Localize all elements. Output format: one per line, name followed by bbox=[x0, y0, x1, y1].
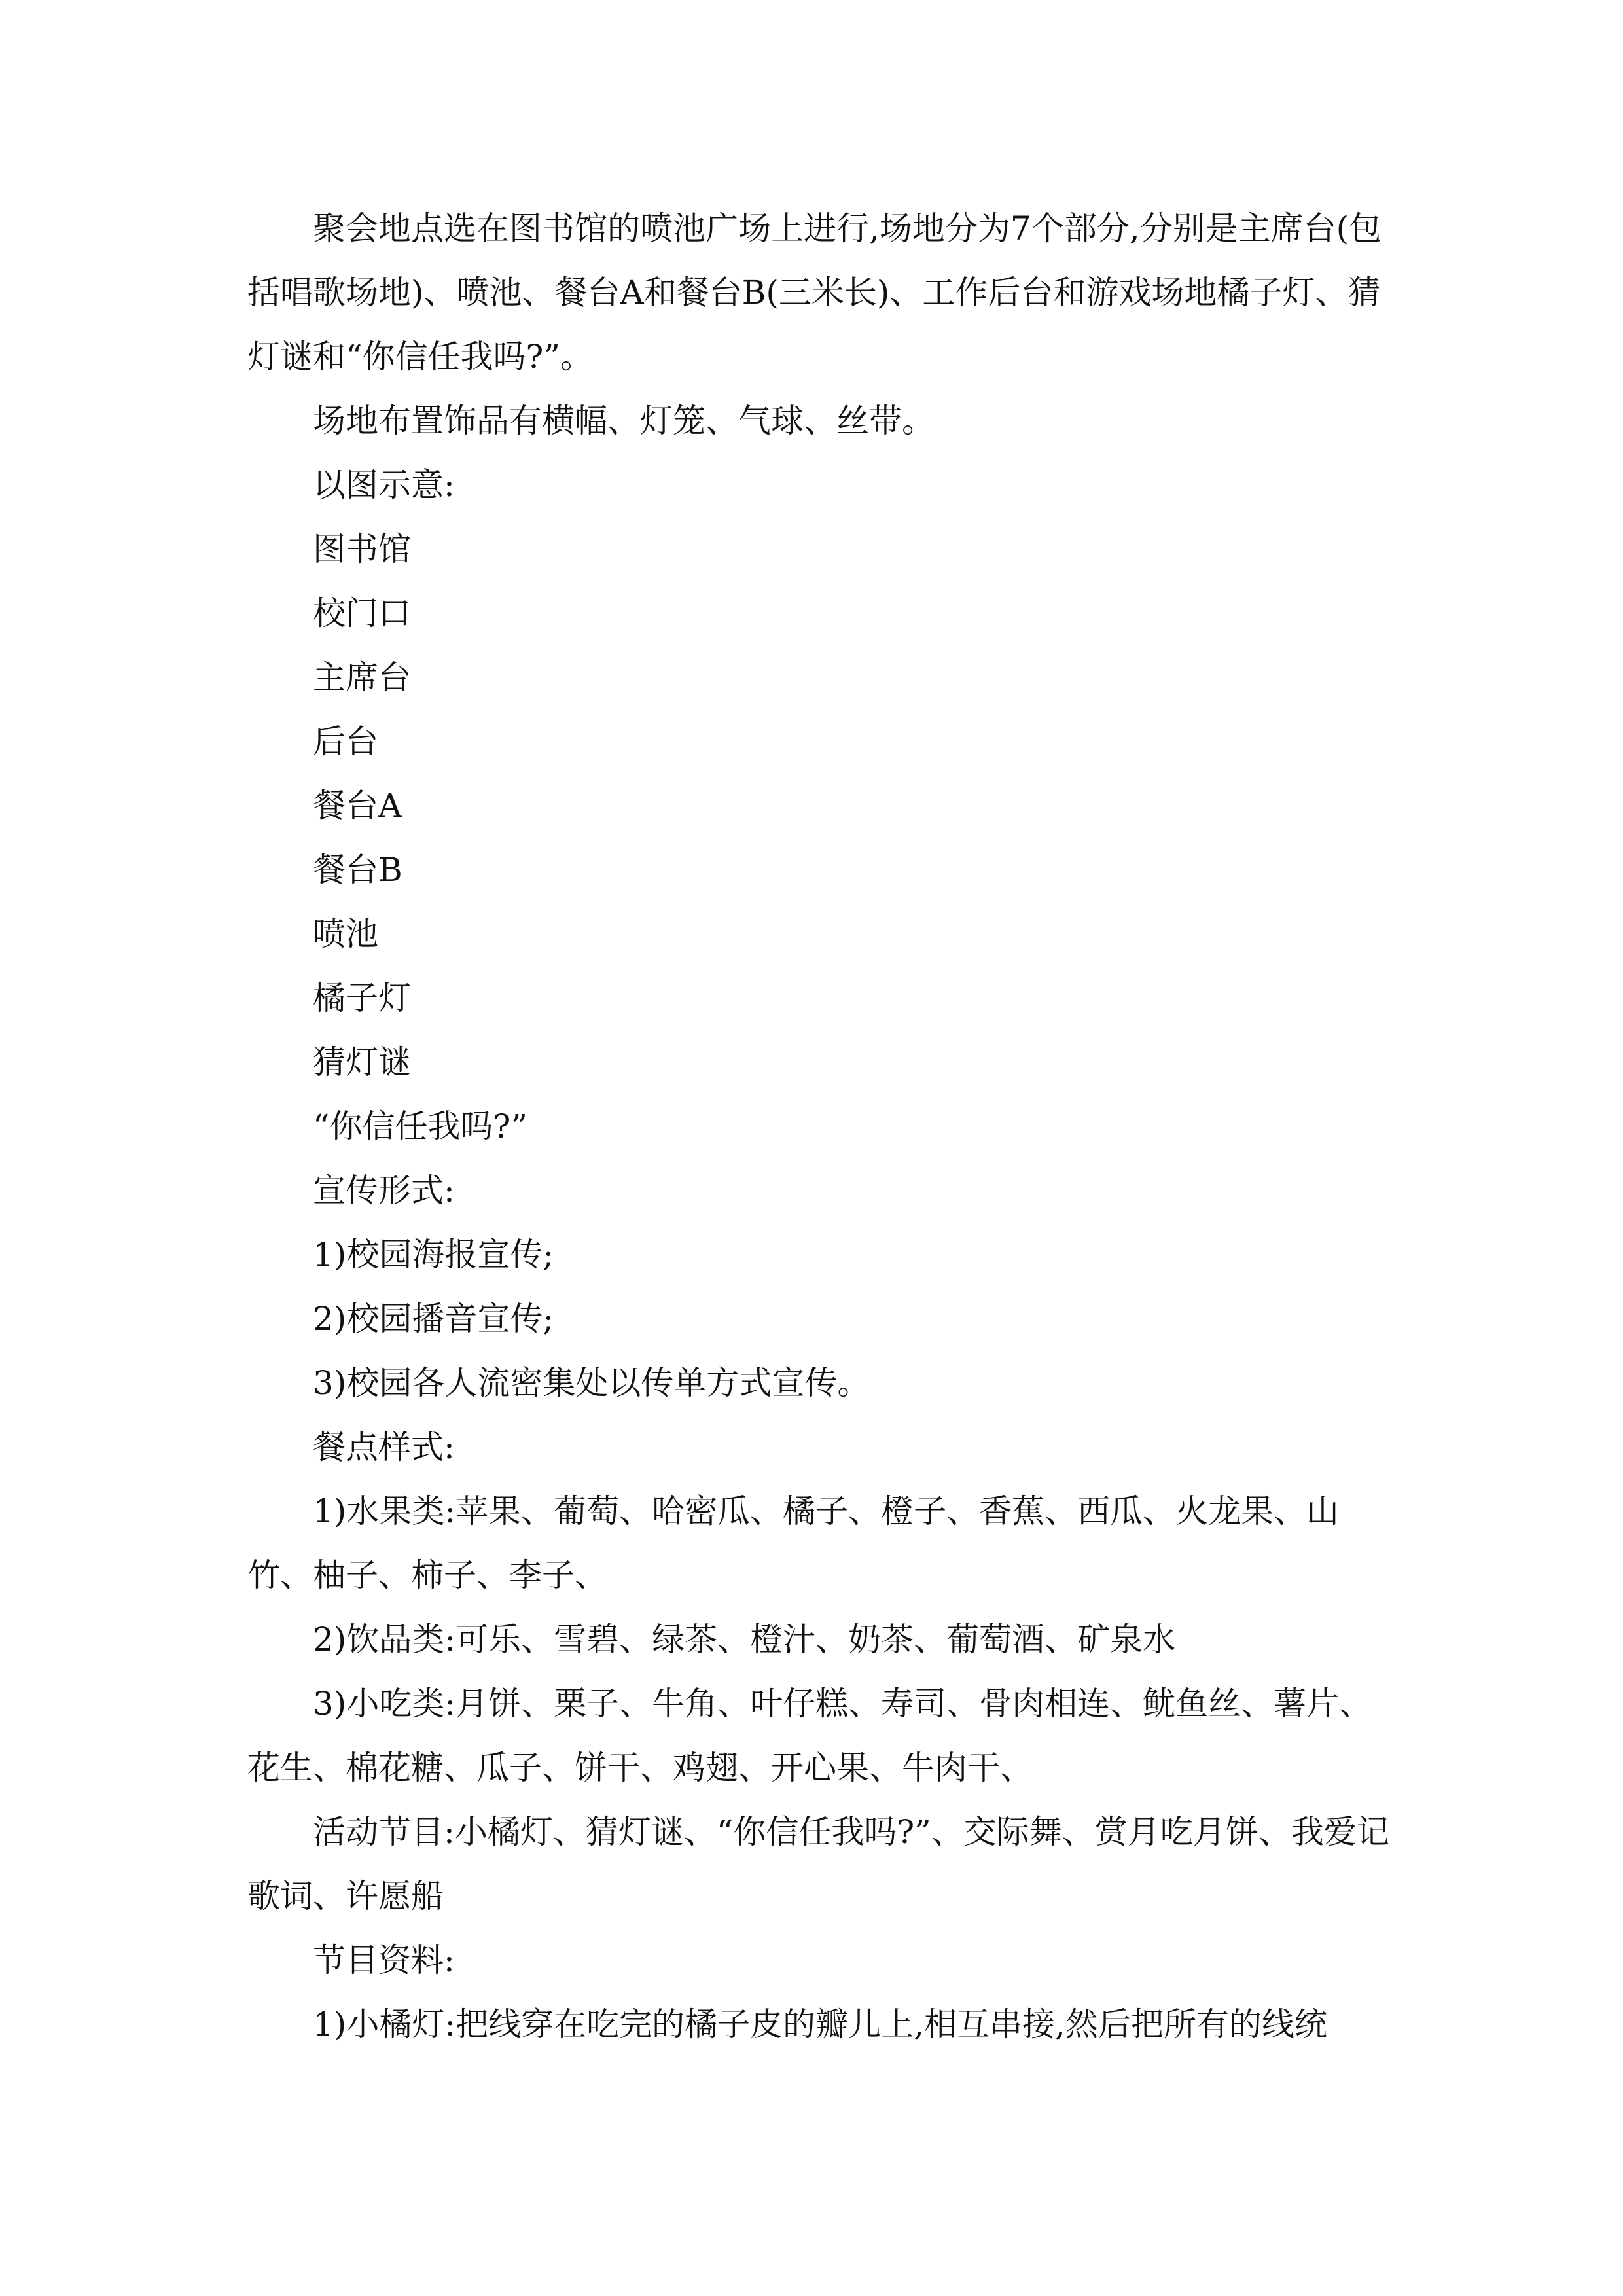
heading-food: 餐点样式: bbox=[313, 1428, 455, 1466]
list-item-library: 图书馆 bbox=[313, 530, 411, 568]
food-item-fruit: 1)水果类:苹果、葡萄、哈密瓜、橘子、橙子、香蕉、西瓜、火龙果、山竹、柚子、柿子、李子、 bbox=[247, 1492, 1340, 1594]
paragraph-decorations: 场地布置饰品有横幅、灯笼、气球、丝带。 bbox=[313, 402, 935, 440]
list-item-main-stage: 主席台 bbox=[313, 658, 411, 696]
heading-program-details: 节目资料: bbox=[313, 1941, 455, 1979]
list-item-fountain: 喷池 bbox=[313, 915, 378, 953]
list-item-school-gate: 校门口 bbox=[313, 594, 411, 632]
food-item-snacks: 3)小吃类:月饼、栗子、牛角、叶仔糕、寿司、骨肉相连、鱿鱼丝、薯片、花生、棉花糖、瓜子、饼干、鸡翅、开心果、牛肉干、 bbox=[247, 1685, 1372, 1787]
list-item-lantern-riddles: 猜灯谜 bbox=[313, 1043, 411, 1081]
paragraph-programs: 活动节目:小橘灯、猜灯谜、“你信任我吗?”、交际舞、赏月吃月饼、我爱记歌词、许愿船 bbox=[247, 1813, 1389, 1915]
paragraph-diagram-intro: 以图示意: bbox=[313, 466, 455, 504]
list-item-buffet-a: 餐台A bbox=[313, 787, 402, 825]
promotion-item-broadcast: 2)校园播音宣传; bbox=[313, 1300, 554, 1338]
heading-promotion: 宣传形式: bbox=[313, 1172, 455, 1210]
promotion-item-flyers: 3)校园各人流密集处以传单方式宣传。 bbox=[313, 1364, 870, 1402]
list-item-buffet-b: 餐台B bbox=[313, 851, 402, 889]
list-item-orange-lantern: 橘子灯 bbox=[313, 979, 411, 1017]
list-item-trust-game: “你信任我吗?” bbox=[313, 1107, 527, 1145]
list-item-backstage: 后台 bbox=[313, 723, 378, 761]
program-detail-orange-lantern: 1)小橘灯:把线穿在吃完的橘子皮的瓣儿上,相互串接,然后把所有的线统 bbox=[313, 2005, 1327, 2043]
document-body bbox=[247, 196, 1399, 2056]
food-item-drinks: 2)饮品类:可乐、雪碧、绿茶、橙汁、奶茶、葡萄酒、矿泉水 bbox=[313, 1621, 1176, 1659]
paragraph-venue: 聚会地点选在图书馆的喷池广场上进行,场地分为7个部分,分别是主席台(包括唱歌场地)、喷池、餐台A和餐台B(三米长)、工作后台和游戏场地橘子灯、猜灯谜和“你信任我吗?”。 bbox=[247, 209, 1382, 376]
promotion-item-posters: 1)校园海报宣传; bbox=[313, 1236, 554, 1274]
